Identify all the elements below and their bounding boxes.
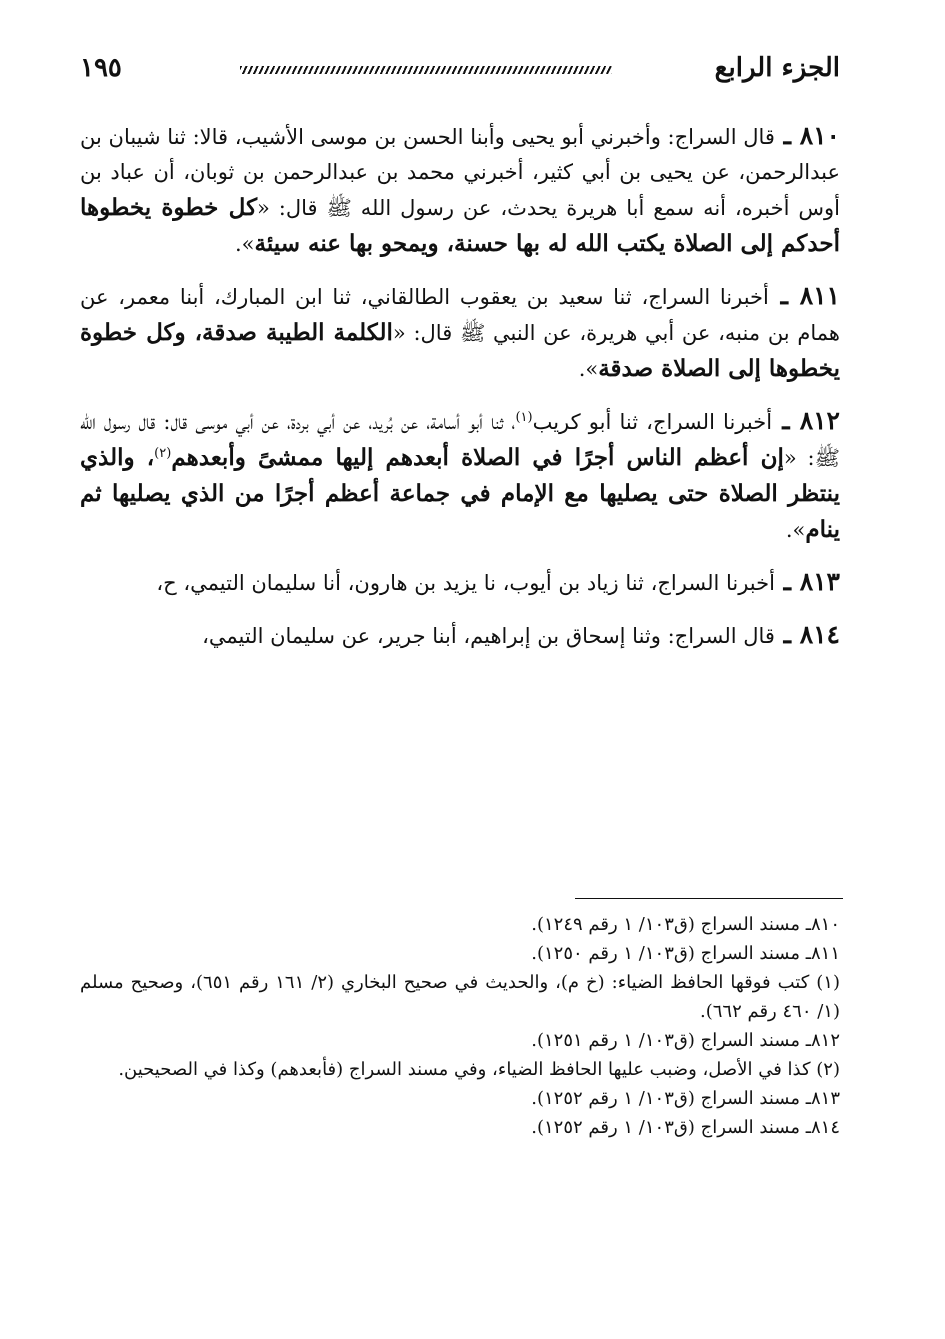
- footnote: ٨١٠ـ مسند السراج (ق١٠٣/ ١ رقم ١٢٤٩).: [531, 914, 840, 935]
- hadith-text: الكلمة الطيبة صدقة، وكل خطوة يخطوها إلى الصلاة صدقة: [80, 319, 840, 382]
- closing-text: ».: [578, 357, 599, 381]
- entry-number: ٨١١: [799, 281, 840, 310]
- hadith-text: إن أعظم الناس أجرًا في الصلاة أبعدهم إليها ممشىً وأبعدهم: [171, 444, 784, 471]
- closing-text: ».: [785, 518, 806, 542]
- footnote: ٨١٢ـ مسند السراج (ق١٠٣/ ١ رقم ١٢٥١).: [531, 1030, 840, 1051]
- isnad-text: أخبرنا السراج، ثنا أبو كريب: [532, 410, 773, 434]
- hadith-entry-813: ٨١٣ ـ أخبرنا السراج، ثنا زياد بن أيوب، نا يزيد بن هارون، أنا سليمان التيمي، ح،: [156, 567, 840, 596]
- entry-number: ٨١٤: [799, 620, 840, 649]
- isnad-text: قال السراج: وثنا إسحاق بن إبراهيم، أبنا جرير، عن سليمان التيمي،: [202, 624, 775, 648]
- running-title: الجزء الرابع: [714, 53, 840, 83]
- hadith-text: كل خطوة يخطوها أحدكم إلى الصلاة يكتب الله له بها حسنة، ويمحو بها عنه سيئة: [80, 194, 840, 257]
- page-number: ١٩٥: [80, 53, 122, 83]
- entry-number: ٨١٢: [799, 406, 840, 435]
- entry-number: ٨١٠: [799, 121, 840, 150]
- footnote-marker: (١): [515, 410, 533, 425]
- entry-number: ٨١٣: [799, 567, 840, 596]
- isnad-text: أخبرنا السراج، ثنا زياد بن أيوب، نا يزيد بن هارون، أنا سليمان التيمي، ح،: [156, 571, 775, 595]
- hadith-entry-812: ٨١٢ ـ أخبرنا السراج، ثنا أبو كريب$^{(١)}$، ثنا أبو أسامة، عن بُريد، عن أبي بردة، عن أبي موسى قال: قال رسول الله ﷺ: «إن أعظم الناس أجرًا في الصلاة أبعدهم إليها ممشىً وأبعدهم$^{(٢)}$، والذي ينتظر الصلاة حتى يصليها مع الإمام في جماعة أعظم أجرًا من الذي يصليها ثم ينام».: [80, 406, 840, 543]
- hadith-entry-810: ٨١٠ ـ قال السراج: وأخبرني أبو يحيى وأبنا الحسن بن موسى الأشيب، قالا: ثنا شيبان بن عبدالرحمن، عن يحيى بن أبي كثير، أخبرني محمد بن عبدالرحمن بن ثوبان، أن عباد بن أوس أخبره، أنه سمع أبا هريرة يحدث، عن رسول الله ﷺ قال: «كل خطوة يخطوها أحدكم إلى الصلاة يكتب الله له بها حسنة، ويمحو بها عنه سيئة».: [80, 121, 840, 257]
- hadith-entry-814: ٨١٤ ـ قال السراج: وثنا إسحاق بن إبراهيم، أبنا جرير، عن سليمان التيمي،: [202, 620, 840, 649]
- footnotes: [80, 910, 840, 1142]
- footnote-separator: [575, 898, 843, 899]
- footnote: (٢) كذا في الأصل، وضبب عليها الحافظ الضياء، وفي مسند السراج (فأبعدهم) وكذا في الصحيحين.: [118, 1059, 840, 1080]
- footnote: ٨١٤ـ مسند السراج (ق١٠٣/ ١ رقم ١٢٥٢).: [531, 1117, 840, 1138]
- closing-text: ».: [234, 232, 255, 256]
- footnote: ٨١٣ـ مسند السراج (ق١٠٣/ ١ رقم ١٢٥٢).: [531, 1088, 840, 1109]
- hadith-entry-811: ٨١١ ـ أخبرنا السراج، ثنا سعيد بن يعقوب الطالقاني، ثنا ابن المبارك، أبنا معمر، عن همام بن منبه، عن أبي هريرة، عن النبي ﷺ قال: «الكلمة الطيبة صدقة، وكل خطوة يخطوها إلى الصلاة صدقة».: [80, 281, 840, 382]
- hadith-text: ، والذي ينتظر الصلاة حتى يصليها مع الإمام في جماعة أعظم أجرًا من الذي يصليها ثم ينام: [80, 444, 840, 543]
- footnote-marker: (٢): [154, 446, 172, 461]
- isnad-text: أخبرنا السراج، ثنا سعيد بن يعقوب الطالقاني، ثنا ابن المبارك، أبنا معمر، عن همام بن منبه، عن أبي هريرة، عن النبي ﷺ قال: «: [80, 285, 840, 345]
- footnote: (١) كتب فوقها الحافظ الضياء: (خ م)، والحديث في صحيح البخاري (٢/ ١٦١ رقم ٦٥١)، وصحيح مسلم (١/ ٤٦٠ رقم ٦٦٢).: [80, 972, 840, 1022]
- isnad-text: قال السراج: وأخبرني أبو يحيى وأبنا الحسن بن موسى الأشيب، قالا: ثنا شيبان بن عبدالرحمن، عن يحيى بن أبي كثير، أخبرني محمد بن عبدالرحمن بن ثوبان، أن عباد بن أوس أخبره، أنه سمع أبا هريرة يحدث، عن رسول الله ﷺ قال: «: [80, 125, 840, 220]
- main-text: [80, 118, 840, 670]
- footnote: ٨١١ـ مسند السراج (ق١٠٣/ ١ رقم ١٢٥٠).: [531, 943, 840, 964]
- isnad-text: ، ثنا أبو أسامة، عن بُريد، عن أبي بردة، عن أبي موسى قال: قال رسول الله ﷺ: «: [80, 410, 840, 470]
- page-header: [80, 46, 840, 96]
- header-decorative-rule: [240, 66, 612, 74]
